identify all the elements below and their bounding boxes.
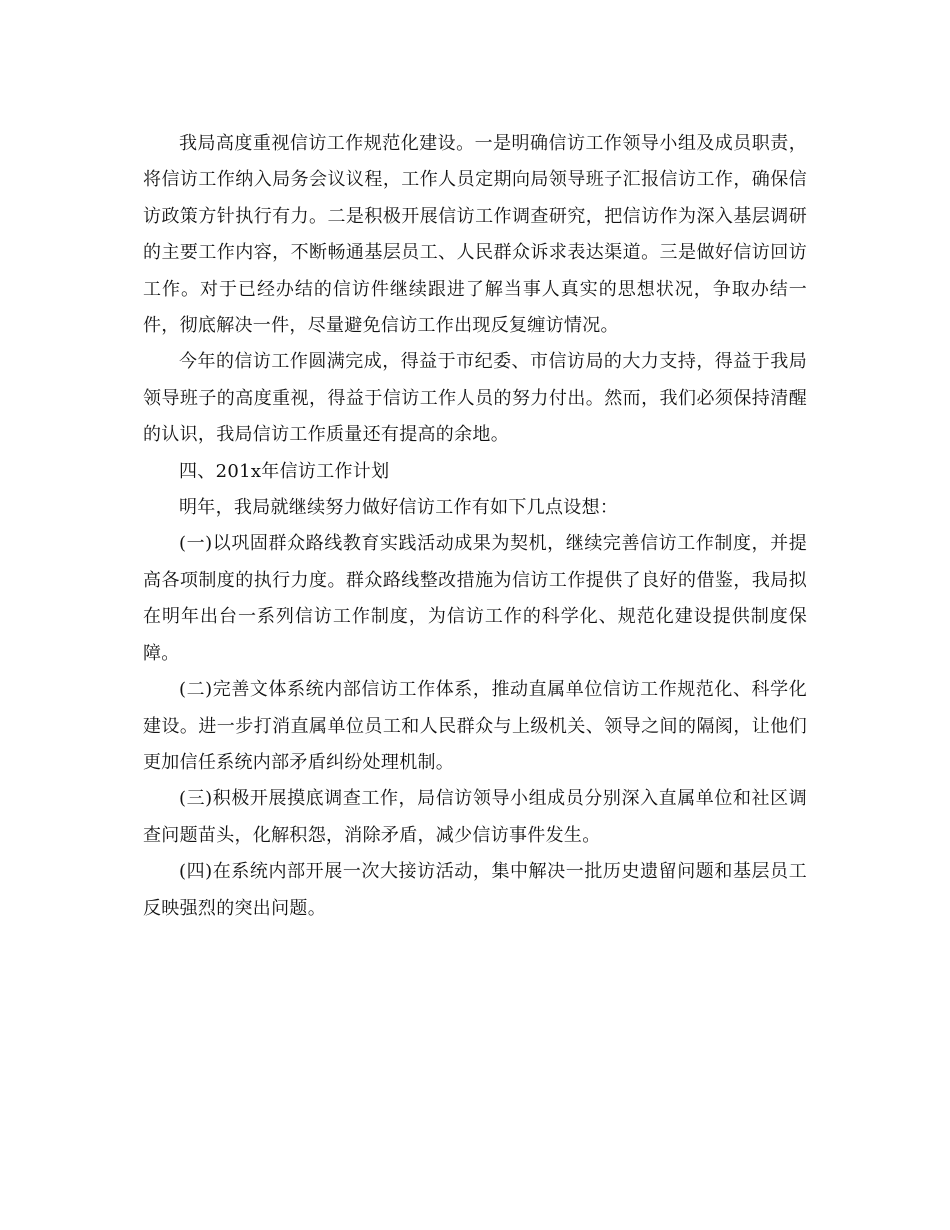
plan-item-1: (一)以巩固群众路线教育实践活动成果为契机，继续完善信访工作制度，并提高各项制度的执行力度。群众路线整改措施为信访工作提供了良好的借鉴，我局拟在明年出台一系列信访工作制度，为信访工作的科学化、规范化建设提供制度保障。 <box>143 533 807 664</box>
paragraph-standardization: 我局高度重视信访工作规范化建设。一是明确信访工作领导小组及成员职责，将信访工作纳入局务会议议程，工作人员定期向局领导班子汇报信访工作，确保信访政策方针执行有力。二是积极开展信访工作调查研究，把信访作为深入基层调研的主要工作内容，不断畅通基层员工、人民群众诉求表达渠道。三是做好信访回访工作。对于已经办结的信访件继续跟进了解当事人真实的思想状况，争取办结一件，彻底解决一件，尽量避免信访工作出现反复缠访情况。 <box>143 133 807 337</box>
plan-item-2: (二)完善文体系统内部信访工作体系，推动直属单位信访工作规范化、科学化建设。进一步打消直属单位员工和人民群众与上级机关、领导之间的隔阂，让他们更加信任系统内部矛盾纠纷处理机制。 <box>143 679 807 773</box>
document-body <box>143 126 807 927</box>
section-heading-plan: 四、201x年信访工作计划 <box>179 460 390 482</box>
paragraph-summary: 今年的信访工作圆满完成，得益于市纪委、市信访局的大力支持，得益于我局领导班子的高度重视，得益于信访工作人员的努力付出。然而，我们必须保持清醒的认识，我局信访工作质量还有提高的余地。 <box>143 351 807 446</box>
plan-item-3: (三)积极开展摸底调查工作，局信访领导小组成员分别深入直属单位和社区调查问题苗头，化解积怨，消除矛盾，减少信访事件发生。 <box>143 788 807 846</box>
paragraph-plan-intro: 明年，我局就继续努力做好信访工作有如下几点设想： <box>179 497 619 519</box>
plan-item-4: (四)在系统内部开展一次大接访活动，集中解决一批历史遗留问题和基层员工反映强烈的突出问题。 <box>143 861 807 919</box>
